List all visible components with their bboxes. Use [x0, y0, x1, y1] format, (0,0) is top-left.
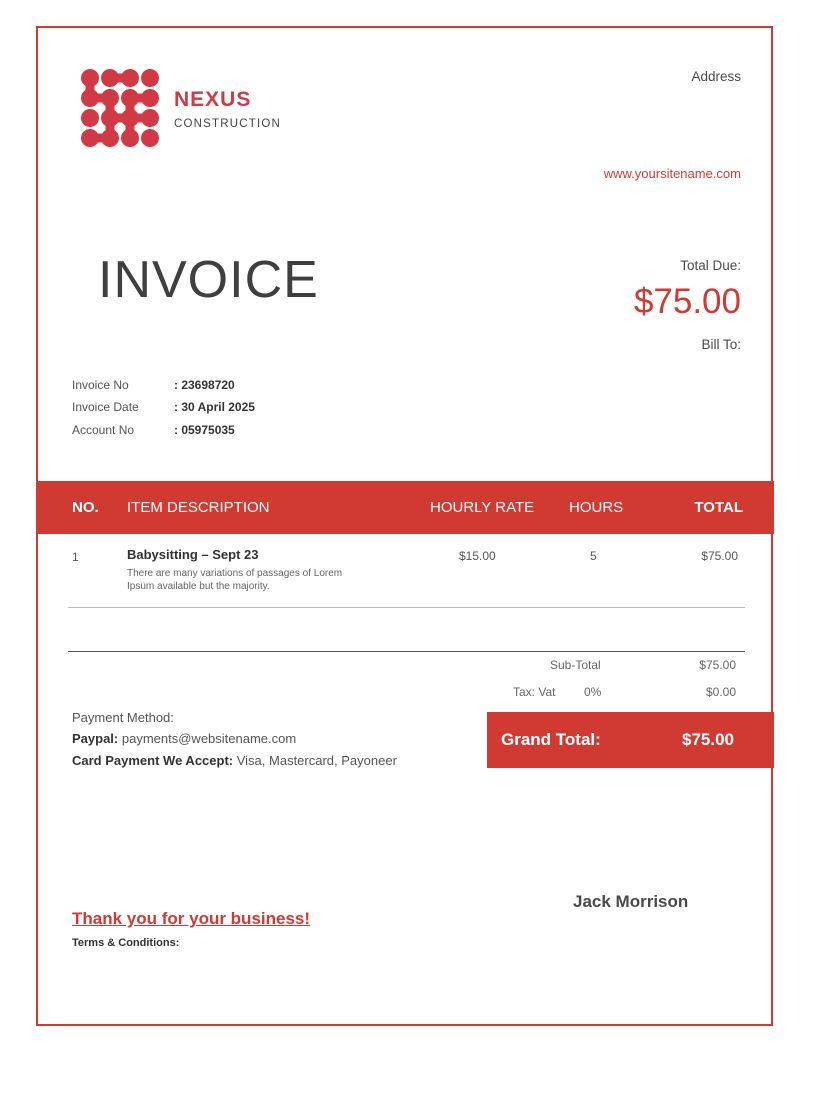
paypal-value: payments@websitename.com	[121, 731, 297, 746]
meta-value: : 05975035	[174, 423, 235, 437]
meta-label: Account No	[72, 423, 135, 437]
payment-heading: Payment Method:	[72, 710, 174, 725]
item-description: There are many variations of passages of Lorem Ipsum available but the majority.	[127, 568, 343, 592]
item-title: Babysitting – Sept 23	[127, 547, 259, 562]
total-due-label: Total Due:	[680, 258, 741, 273]
header-hours: HOURS	[569, 499, 624, 516]
row-total: $75.00	[701, 549, 738, 563]
paypal-label: Paypal:	[72, 731, 119, 746]
meta-label: Invoice Date	[72, 400, 139, 414]
meta-value: : 30 April 2025	[174, 400, 255, 414]
card-payment-line	[72, 753, 397, 768]
row-hours: 5	[590, 549, 597, 563]
dotted-network-logo-icon	[80, 68, 160, 150]
signer-name: Jack Morrison	[573, 892, 689, 911]
subtotal-value: $75.00	[699, 658, 736, 672]
grand-total-label: Grand Total:	[501, 730, 601, 749]
header-total: TOTAL	[694, 499, 743, 516]
tax-rate: 0%	[584, 685, 602, 699]
summary-divider	[68, 651, 745, 652]
brand-name: NEXUS	[174, 88, 252, 111]
row-rate: $15.00	[459, 549, 496, 563]
meta-value: : 23698720	[174, 378, 235, 392]
website-link[interactable]: www.yoursitename.com	[603, 166, 741, 181]
bill-to-label: Bill To:	[701, 337, 741, 352]
row-divider	[68, 607, 745, 608]
header-no: NO.	[72, 499, 99, 516]
header-description: ITEM DESCRIPTION	[127, 499, 270, 516]
subtotal-label: Sub-Total	[550, 658, 601, 672]
grand-total-value: $75.00	[682, 730, 734, 749]
tax-value: $0.00	[705, 685, 736, 699]
header-hourly-rate: HOURLY RATE	[430, 499, 535, 516]
tax-label: Tax: Vat	[513, 685, 556, 699]
card-payment-label: Card Payment We Accept:	[72, 753, 234, 768]
paypal-line	[72, 731, 296, 746]
card-payment-value: Visa, Mastercard, Payoneer	[236, 753, 397, 768]
invoice-title: INVOICE	[98, 251, 319, 309]
table-header	[38, 481, 774, 534]
row-no: 1	[72, 550, 79, 564]
brand-subtitle: CONSTRUCTION	[174, 118, 282, 130]
grand-total-box	[487, 712, 774, 768]
terms-label: Terms & Conditions:	[72, 937, 180, 949]
meta-label: Invoice No	[72, 378, 129, 392]
thank-you-message: Thank you for your business!	[72, 909, 311, 928]
address-label: Address	[691, 69, 741, 84]
total-due-amount: $75.00	[633, 282, 741, 321]
